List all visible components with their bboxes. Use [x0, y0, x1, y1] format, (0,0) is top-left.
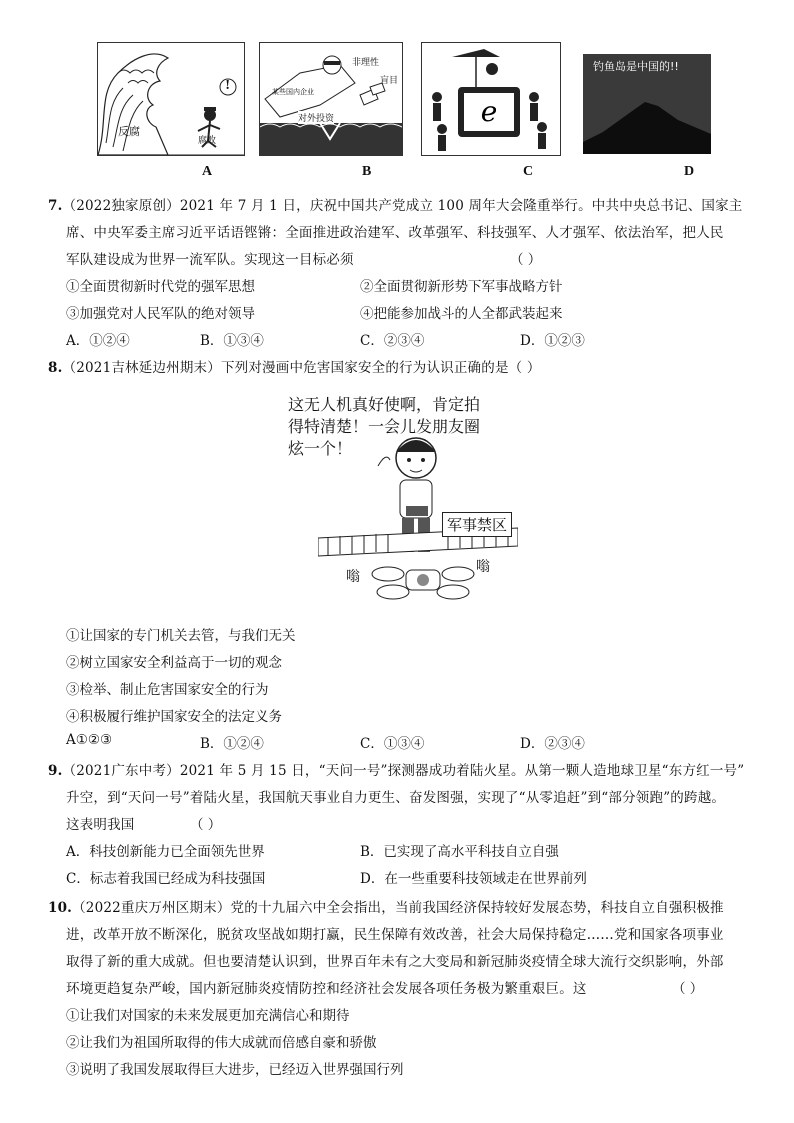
q9-number: 9. [48, 763, 63, 779]
image-b-investment-cartoon [259, 42, 403, 156]
q7-item-1: ①全面贯彻新时代党的强军思想 [66, 279, 255, 295]
image-c-internet-cartoon [421, 42, 561, 156]
q7-choice-b[interactable]: B．①③④ [200, 333, 264, 349]
q8-drone-cartoon [288, 388, 518, 610]
image-a-anti-corruption-cartoon [97, 42, 245, 156]
q8-choice-b[interactable]: B．①②④ [200, 736, 264, 752]
q9-choice-b[interactable]: B．已实现了高水平科技自立自强 [360, 844, 559, 860]
q8-sign-restricted-zone: 军事禁区 [442, 512, 512, 537]
q10-item-2: ②让我们为祖国所取得的伟大成就而倍感自豪和骄傲 [66, 1035, 377, 1051]
q10-text-line1: （2022重庆万州区期末）党的十九届六中全会指出，当前我国经济保持较好发展态势，科技自立自强积极推 [72, 900, 724, 916]
image-a-text-exclaim: ! [225, 78, 231, 92]
q10-item-3: ③说明了我国发展取得巨大进步，已经迈入世界强国行列 [66, 1062, 404, 1078]
q8-item-3: ③检举、制止危害国家安全的行为 [66, 682, 269, 698]
image-b-text-investment: 对外投资 [298, 111, 334, 124]
q8-item-4: ④积极履行维护国家安全的法定义务 [66, 709, 282, 725]
q7-answer-paren: （ ） [510, 252, 542, 268]
q7-choice-d[interactable]: D．①②③ [520, 333, 585, 349]
q9-choice-c[interactable]: C．标志着我国已经成为科技强国 [66, 871, 266, 887]
image-a-text-corruption: 腐败 [198, 136, 217, 146]
investment-cartoon-drawing [260, 43, 402, 155]
q8-sound-right: 嗡 [476, 559, 490, 575]
q8-text-line1: （2021吉林延边州期末）下列对漫画中危害国家安全的行为认识正确的是（ ） [62, 360, 541, 376]
q8-choice-c[interactable]: C．①③④ [360, 736, 425, 752]
q9-choice-a[interactable]: A．科技创新能力已全面领先世界 [66, 844, 265, 860]
q9-answer-paren: （ ） [190, 817, 222, 833]
image-d-diaoyu-island [583, 54, 711, 154]
q10-line1 [48, 896, 724, 916]
q8-line1 [48, 356, 541, 376]
image-b-text-blind: 盲目 [380, 76, 399, 86]
q7-item-2: ②全面贯彻新形势下军事战略方针 [360, 279, 563, 295]
q7-item-3: ③加强党对人民军队的绝对领导 [66, 306, 255, 322]
q8-item-1: ①让国家的专门机关去管，与我们无关 [66, 628, 296, 644]
q9-choice-d[interactable]: D．在一些重要科技领域走在世界前列 [360, 871, 587, 887]
image-label-d: D [684, 164, 695, 179]
q10-line3: 取得了新的重大成就。但也要清楚认识到，世界百年未有之大变局和新冠肺炎疫情全球大流行交织影响，外部 [66, 954, 724, 970]
q7-number: 7. [48, 198, 63, 214]
q10-number: 10. [48, 900, 73, 916]
image-label-b: B [362, 164, 372, 179]
image-label-c: C [523, 164, 534, 179]
q7-line3: 军队建设成为世界一流军队。实现这一目标必须 [66, 252, 354, 268]
image-a-text-anticorruption: 反腐 [118, 125, 140, 138]
q8-item-2: ②树立国家安全利益高于一切的观念 [66, 655, 282, 671]
q10-item-1: ①让我们对国家的未来发展更加充满信心和期待 [66, 1008, 350, 1024]
q8-speech-line2: 得特清楚！一会儿发朋友圈 [288, 417, 481, 436]
internet-cartoon-drawing [422, 43, 560, 155]
q8-sound-left: 嗡 [346, 569, 360, 585]
q7-item-4: ④把能参加战斗的人全都武装起来 [360, 306, 563, 322]
image-b-text-irrational: 非理性 [352, 58, 380, 68]
q7-line1 [48, 194, 743, 214]
q7-line2: 席、中央军委主席习近平话语铿锵：全面推进政治建军、改革强军、科技强军、人才强军、依法治军，把人民 [66, 225, 724, 241]
q8-choice-d[interactable]: D．②③④ [520, 736, 585, 752]
q10-line4: 环境更趋复杂严峻，国内新冠肺炎疫情防控和经济社会发展各项任务极为繁重艰巨。这 [66, 981, 587, 997]
q9-text-line1: （2021广东中考）2021 年 5 月 15 日，“天问一号”探测器成功着陆火星。从第一颗人造地球卫星“东方红一号” [62, 763, 745, 779]
q8-speech-line1: 这无人机真好使啊，肯定拍 [288, 395, 481, 414]
q8-choice-a[interactable]: A①②③ [66, 732, 113, 748]
q10-line2: 进，改革开放不断深化，脱贫攻坚战如期打赢，民生保障有效改善，社会大局保持稳定……党和国家各项事业 [66, 927, 724, 943]
image-label-a: A [202, 164, 213, 179]
q9-line2: 升空，到“天问一号”着陆火星，我国航天事业自力更生、奋发图强，实现了“从零追赶”到“部分领跑”的跨越。 [66, 790, 726, 806]
image-b-text-enterprise: 某些国内企业 [272, 88, 314, 96]
q9-line3: 这表明我国 [66, 817, 135, 833]
image-d-text: 钓鱼岛是中国的!! [593, 60, 679, 73]
svg-text:e: e [480, 95, 498, 128]
q7-choice-a[interactable]: A．①②④ [66, 333, 130, 349]
q7-text-line1: （2022独家原创）2021 年 7 月 1 日，庆祝中国共产党成立 100 周年大会隆重举行。中共中央总书记、国家主 [62, 198, 743, 214]
q9-line1 [48, 759, 744, 779]
q8-speech-line3: 炫一个！ [288, 439, 353, 458]
q8-number: 8. [48, 360, 63, 376]
q10-answer-paren: （ ） [672, 981, 704, 997]
q7-choice-c[interactable]: C．②③④ [360, 333, 425, 349]
